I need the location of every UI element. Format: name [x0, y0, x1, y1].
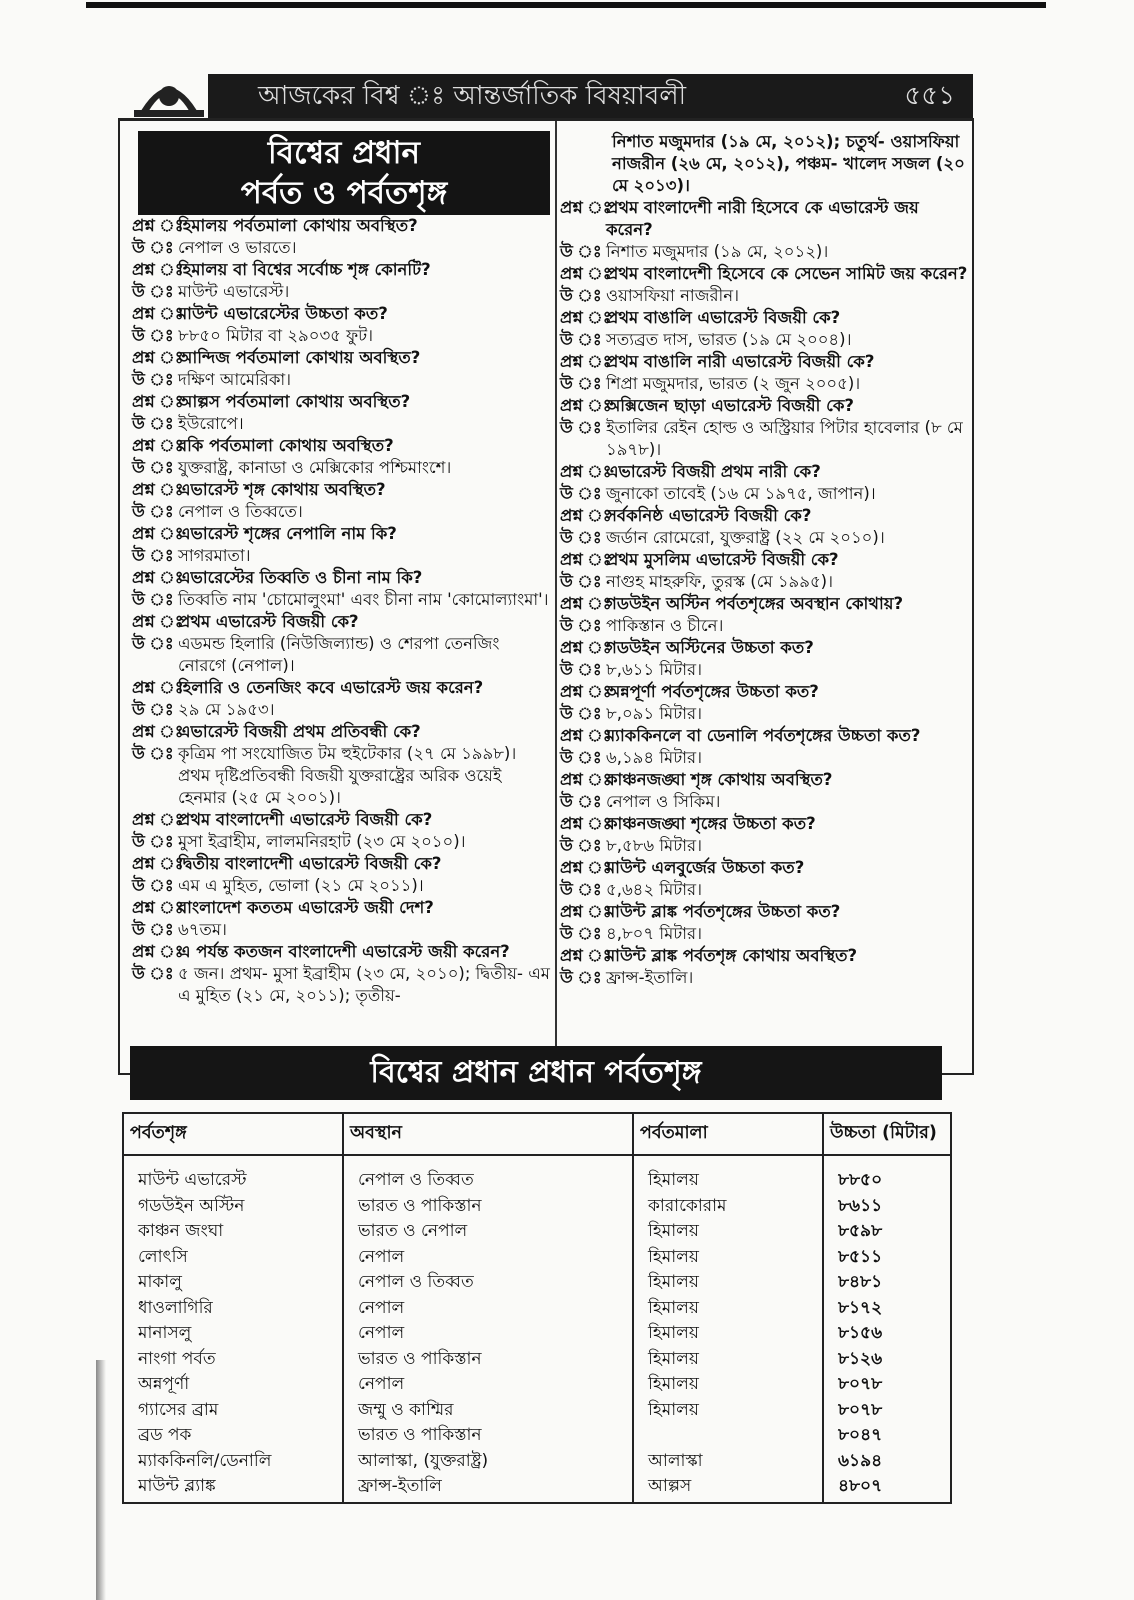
- question: [560, 505, 968, 527]
- peak-location: ভারত ও পাকিস্তান: [358, 1425, 482, 1445]
- question-text: বাংলাদেশ কততম এভারেস্ট জয়ী দেশ?: [178, 898, 434, 917]
- peak-range: কারাকোরাম: [648, 1195, 727, 1216]
- question-text: রকি পর্বতমালা কোথায় অবস্থিত?: [178, 436, 394, 455]
- question-label: প্রশ্ন ঃ: [132, 810, 184, 829]
- question-label: প্রশ্ন ঃ: [132, 392, 184, 411]
- question-text: প্রথম বাঙালি নারী এভারেস্ট বিজয়ী কে?: [606, 352, 875, 371]
- answer: [132, 743, 550, 809]
- question: [132, 259, 550, 281]
- answer-text: ৫ জন। প্রথম- মুসা ইব্রাহীম (২৩ মে, ২০১০); দ্বিতীয়- এম এ মুহিত (২১ মে, ২০১১); তৃতীয়-: [178, 964, 550, 1005]
- peak-name: কাঞ্চন জংঘা: [138, 1221, 224, 1241]
- question-label: প্রশ্ন ঃ: [132, 436, 184, 455]
- column-header: পর্বতমালা: [633, 1114, 823, 1155]
- peak-height: ৮৬১১: [838, 1195, 883, 1216]
- question-label: প্রশ্ন ঃ: [132, 260, 184, 279]
- question-label: প্রশ্ন ঃ: [132, 524, 184, 543]
- question-text: গডউইন অস্টিনের উচ্চতা কত?: [606, 638, 814, 657]
- column-header: উচ্চতা (মিটার): [823, 1114, 950, 1155]
- answer: [132, 545, 550, 567]
- question: [132, 347, 550, 369]
- answer-text: সাগরমাতা।: [178, 546, 251, 565]
- answer: [560, 329, 968, 351]
- heights-cell: [823, 1155, 950, 1504]
- question-label: প্রশ্ন ঃ: [560, 352, 612, 371]
- top-rule: [86, 2, 1046, 8]
- answer: [132, 919, 550, 941]
- answer-label: উ ঃ: [132, 458, 174, 477]
- peak-height: ৮০৭৮: [838, 1399, 883, 1420]
- answer: [132, 589, 550, 611]
- continued-answer: নিশাত মজুমদার (১৯ মে, ২০১২); চতুর্থ- ওয়াসফিয়া নাজরীন (২৬ মে, ২০১২), পঞ্চম- খালেদ সজল (২০ মে ২০১৩)।: [612, 132, 965, 195]
- question-text: প্রথম বাংলাদেশী নারী হিসেবে কে এভারেস্ট জয় করেন?: [606, 198, 919, 239]
- question-label: প্রশ্ন ঃ: [132, 348, 184, 367]
- peak-location: ভারত ও পাকিস্তান: [358, 1195, 482, 1216]
- question: [560, 813, 968, 835]
- question: [560, 461, 968, 483]
- answer-text: নেপাল ও ভারতে।: [178, 238, 297, 257]
- question: [132, 809, 550, 831]
- answer-text: ২৯ মে ১৯৫৩।: [178, 700, 275, 719]
- question: [560, 307, 968, 329]
- answer-label: উ ঃ: [560, 528, 602, 547]
- answer: [132, 501, 550, 523]
- answer-label: উ ঃ: [132, 832, 174, 851]
- peak-range: হিমালয়: [648, 1323, 699, 1343]
- answer: [132, 875, 550, 897]
- question: [132, 303, 550, 325]
- peak-height: ৮৫১১: [838, 1246, 883, 1267]
- question-label: প্রশ্ন ঃ: [560, 946, 612, 965]
- peak-name: মাউন্ট এভারেস্ট: [138, 1170, 247, 1190]
- peak-location: নেপাল: [358, 1246, 405, 1267]
- question: [132, 435, 550, 457]
- peak-name: মাকালু: [138, 1272, 182, 1292]
- question-label: প্রশ্ন ঃ: [560, 726, 612, 745]
- question: [560, 725, 968, 747]
- question-label: প্রশ্ন ঃ: [560, 550, 612, 569]
- peak-location: আলাস্কা, (যুক্তরাষ্ট্র): [358, 1450, 489, 1471]
- answer: [560, 527, 968, 549]
- answer-text: পাকিস্তান ও চীনে।: [606, 616, 724, 635]
- answer-text: তিব্বতি নাম 'চোমোলুংমা' এবং চীনা নাম 'কোমোল্যাংমা'।: [178, 590, 549, 609]
- answer-text: নেপাল ও তিব্বতে।: [178, 502, 303, 521]
- question-label: প্রশ্ন ঃ: [560, 858, 612, 877]
- peak-range: আল্পস: [648, 1476, 692, 1496]
- qa-panel: [118, 118, 974, 1075]
- question-label: প্রশ্ন ঃ: [132, 678, 184, 697]
- question-text: হিমালয় পর্বতমালা কোথায় অবস্থিত?: [178, 216, 418, 235]
- answer-text: ওয়াসফিয়া নাজরীন।: [606, 286, 740, 305]
- answer-text: ইতালির রেইন হোল্ড ও অস্ট্রিয়ার পিটার হাবেলার (৮ মে ১৯৭৮)।: [606, 418, 963, 459]
- answer-label: উ ঃ: [132, 876, 174, 895]
- question-text: এভারেস্ট বিজয়ী প্রথম নারী কে?: [606, 462, 821, 481]
- question-label: প্রশ্ন ঃ: [132, 898, 184, 917]
- peak-name: মানাসলু: [138, 1323, 192, 1343]
- answer-label: উ ঃ: [560, 660, 602, 679]
- peak-height: ৮১৭২: [838, 1297, 883, 1318]
- question: [132, 941, 550, 963]
- answer: [132, 325, 550, 347]
- question-label: প্রশ্ন ঃ: [560, 770, 612, 789]
- answer: [132, 699, 550, 721]
- column-header: অবস্থান: [343, 1114, 633, 1155]
- answer-label: উ ঃ: [132, 546, 174, 565]
- peak-range: হিমালয়: [648, 1399, 699, 1420]
- answer-label: উ ঃ: [560, 968, 602, 987]
- page-number: ৫৫১: [904, 81, 955, 111]
- peak-range: হিমালয়: [648, 1170, 699, 1190]
- answer-label: উ ঃ: [560, 704, 602, 723]
- question: [132, 479, 550, 501]
- question: [132, 567, 550, 589]
- peak-name: নাংগা পর্বত: [138, 1348, 216, 1369]
- question: [132, 215, 550, 237]
- peak-names-cell: [124, 1155, 343, 1504]
- question-label: প্রশ্ন ঃ: [560, 396, 612, 415]
- answer-label: উ ঃ: [132, 920, 174, 939]
- question: [132, 897, 550, 919]
- peak-range: হিমালয়: [648, 1374, 699, 1394]
- answer-label: উ ঃ: [560, 792, 602, 811]
- answer-text: দক্ষিণ আমেরিকা।: [178, 370, 292, 389]
- peak-range: হিমালয়: [648, 1348, 699, 1369]
- question-label: প্রশ্ন ঃ: [132, 722, 184, 741]
- peak-height: ৮৮৫০: [838, 1170, 883, 1190]
- answer-label: উ ঃ: [132, 590, 174, 609]
- answer-label: উ ঃ: [132, 700, 174, 719]
- peak-range: হিমালয়: [648, 1297, 699, 1318]
- answer-label: উ ঃ: [132, 744, 174, 763]
- answer: [560, 967, 968, 989]
- question-text: হিলারি ও তেনজিং কবে এভারেস্ট জয় করেন?: [178, 678, 484, 697]
- question-text: প্রথম বাঙালি এভারেস্ট বিজয়ী কে?: [606, 308, 841, 327]
- peak-range: হিমালয়: [648, 1246, 699, 1267]
- peak-name: অন্নপূর্ণা: [138, 1374, 190, 1394]
- answer: [560, 241, 968, 263]
- question-text: মাউন্ট ব্লাঙ্ক পর্বতশৃঙ্গের উচ্চতা কত?: [606, 902, 841, 921]
- question: [560, 351, 968, 373]
- question-text: অক্সিজেন ছাড়া এভারেস্ট বিজয়ী কে?: [606, 396, 854, 415]
- answer: [560, 417, 968, 461]
- question: [560, 395, 968, 417]
- answer-text: সত্যব্রত দাস, ভারত (১৯ মে ২০০৪)।: [606, 330, 852, 349]
- peak-height: ৪৮০৭: [838, 1476, 883, 1496]
- answer-label: উ ঃ: [560, 924, 602, 943]
- answer: [560, 791, 968, 813]
- question: [560, 769, 968, 791]
- question: [132, 611, 550, 633]
- ranges-cell: [633, 1155, 823, 1504]
- peak-name: ব্রড পক: [138, 1425, 192, 1445]
- binding-shadow: [96, 1360, 106, 1600]
- answer-text: মুসা ইব্রাহীম, লালমনিরহাট (২৩ মে ২০১০)।: [178, 832, 466, 851]
- peak-name: মাউন্ট ব্ল্যাঙ্ক: [138, 1476, 216, 1496]
- peak-location: নেপাল: [358, 1323, 405, 1343]
- question-text: দ্বিতীয় বাংলাদেশী এভারেস্ট বিজয়ী কে?: [178, 854, 442, 873]
- header-bar: [208, 74, 973, 118]
- question-label: প্রশ্ন ঃ: [560, 638, 612, 657]
- peak-location: জম্মু ও কাশ্মির: [358, 1399, 454, 1420]
- question-label: প্রশ্ন ঃ: [132, 568, 184, 587]
- answer: [132, 281, 550, 303]
- answer-label: উ ঃ: [560, 286, 602, 305]
- answer: [560, 615, 968, 637]
- answer: [560, 285, 968, 307]
- answer: [560, 747, 968, 769]
- question-text: এ পর্যন্ত কতজন বাংলাদেশী এভারেস্ট জয়ী করেন?: [178, 942, 510, 961]
- question-label: প্রশ্ন ঃ: [560, 682, 612, 701]
- question-label: প্রশ্ন ঃ: [560, 462, 612, 481]
- question-text: এভারেস্ট বিজয়ী প্রথম প্রতিবন্ধী কে?: [178, 722, 421, 741]
- section-title-peaks: বিশ্বের প্রধান প্রধান পর্বতশৃঙ্গ: [130, 1046, 942, 1100]
- question-label: প্রশ্ন ঃ: [132, 480, 184, 499]
- answer: [560, 879, 968, 901]
- peak-height: ৮০৭৮: [838, 1374, 883, 1394]
- question-text: আন্দিজ পর্বতমালা কোথায় অবস্থিত?: [178, 348, 421, 367]
- answer-label: উ ঃ: [560, 242, 602, 261]
- answer: [132, 633, 550, 677]
- question-label: প্রশ্ন ঃ: [132, 942, 184, 961]
- peak-height: ৮৫৯৮: [838, 1221, 883, 1241]
- answer-text: শিপ্রা মজুমদার, ভারত (২ জুন ২০০৫)।: [606, 374, 861, 393]
- question-label: প্রশ্ন ঃ: [560, 308, 612, 327]
- answer-text: এম এ মুহিত, ভোলা (২১ মে ২০১১)।: [178, 876, 424, 895]
- answer-label: উ ঃ: [560, 374, 602, 393]
- answer-text: ৫,৬৪২ মিটার।: [606, 880, 702, 899]
- question-text: কাঞ্চনজঙ্ঘা শৃঙ্গ কোথায় অবস্থিত?: [606, 770, 833, 789]
- answer-text: ৮,০৯১ মিটার।: [606, 704, 702, 723]
- peak-location: ভারত ও পাকিস্তান: [358, 1348, 482, 1369]
- question-label: প্রশ্ন ঃ: [560, 506, 612, 525]
- answer-label: উ ঃ: [560, 616, 602, 635]
- question-label: প্রশ্ন ঃ: [132, 304, 184, 323]
- question: [560, 593, 968, 615]
- question-label: প্রশ্ন ঃ: [132, 612, 184, 631]
- question: [560, 681, 968, 703]
- peak-range: [648, 1423, 816, 1449]
- answer-label: উ ঃ: [560, 836, 602, 855]
- answer: [132, 831, 550, 853]
- peak-height: ৮১৫৬: [838, 1323, 883, 1343]
- peaks-table: [122, 1112, 952, 1504]
- question-label: প্রশ্ন ঃ: [560, 902, 612, 921]
- question-text: প্রথম মুসলিম এভারেস্ট বিজয়ী কে?: [606, 550, 839, 569]
- peak-location: নেপাল: [358, 1374, 405, 1394]
- answer: [560, 373, 968, 395]
- answer-label: উ ঃ: [132, 370, 174, 389]
- question-text: কাঞ্চনজঙ্ঘা শৃঙ্গের উচ্চতা কত?: [606, 814, 816, 833]
- question-text: মাউন্ট ব্লাঙ্ক পর্বতশৃঙ্গ কোথায় অবস্থিত?: [606, 946, 858, 965]
- answer-text: এডমন্ড হিলারি (নিউজিল্যান্ড) ও শেরপা তেনজিং নোরগে (নেপাল)।: [178, 634, 500, 675]
- question-label: প্রশ্ন ঃ: [560, 264, 612, 283]
- question: [560, 857, 968, 879]
- question-label: প্রশ্ন ঃ: [560, 814, 612, 833]
- question: [132, 391, 550, 413]
- answer-text: ৬৭তম।: [178, 920, 227, 939]
- peak-height: ৮৪৮১: [838, 1272, 883, 1292]
- question-label: প্রশ্ন ঃ: [132, 216, 184, 235]
- answer-label: উ ঃ: [132, 326, 174, 345]
- answer-label: উ ঃ: [560, 330, 602, 349]
- question: [560, 901, 968, 923]
- header-title: আজকের বিশ্ব ঃ আন্তর্জাতিক বিষয়াবলী: [258, 81, 687, 111]
- question: [132, 523, 550, 545]
- answer: [132, 457, 550, 479]
- answer: [560, 703, 968, 725]
- peak-location: নেপাল: [358, 1297, 405, 1318]
- answer-text: নাগুহ মাহরুফি, তুরস্ক (মে ১৯৯৫)।: [606, 572, 834, 591]
- answer-label: উ ঃ: [560, 418, 602, 437]
- answer: [132, 369, 550, 391]
- peak-name: ম্যাককিনলি/ডেনালি: [138, 1450, 272, 1471]
- answer-label: উ ঃ: [132, 634, 174, 653]
- answer-label: উ ঃ: [560, 484, 602, 503]
- answer: [132, 413, 550, 435]
- question: [560, 637, 968, 659]
- answer-label: উ ঃ: [132, 414, 174, 433]
- answer-text: যুক্তরাষ্ট্র, কানাডা ও মেক্সিকোর পশ্চিমাংশে।: [178, 458, 452, 477]
- question: [132, 853, 550, 875]
- section-title-mountains: [138, 131, 550, 215]
- answer-label: উ ঃ: [560, 880, 602, 899]
- answer: [560, 659, 968, 681]
- answer-text: ৪,৮০৭ মিটার।: [606, 924, 702, 943]
- answer-text: ৬,১৯৪ মিটার।: [606, 748, 702, 767]
- peak-height: ৮১২৬: [838, 1348, 883, 1369]
- peak-name: ধাওলাগিরি: [138, 1297, 213, 1318]
- column-header: পর্বতশৃঙ্গ: [124, 1114, 343, 1155]
- answer-label: উ ঃ: [132, 964, 174, 983]
- section-title-line-2: পর্বত ও পর্বতশৃঙ্গ: [240, 175, 448, 211]
- answer-text: ফ্রান্স-ইতালি।: [606, 968, 694, 987]
- question: [560, 945, 968, 967]
- question-text: প্রথম এভারেস্ট বিজয়ী কে?: [178, 612, 359, 631]
- question-label: প্রশ্ন ঃ: [132, 854, 184, 873]
- question-text: হিমালয় বা বিশ্বের সর্বোচ্চ শৃঙ্গ কোনটি?: [178, 260, 431, 279]
- peak-location: নেপাল ও তিব্বত: [358, 1272, 474, 1292]
- answer-text: কৃত্রিম পা সংযোজিত টম হুইটেকার (২৭ মে ১৯৯৮)। প্রথম দৃষ্টিপ্রতিবন্ধী বিজয়ী যুক্তরাষ্ট্রের অরিক ওয়েই হেনমার (২৫ মে ২০০১)।: [178, 744, 517, 807]
- peak-name: গ্যাসের ব্রাম: [138, 1399, 219, 1420]
- peak-range: হিমালয়: [648, 1221, 699, 1241]
- question-text: সর্বকনিষ্ঠ এভারেস্ট বিজয়ী কে?: [606, 506, 812, 525]
- answer-text: জর্ডান রোমেরো, যুক্তরাষ্ট্র (২২ মে ২০১০)।: [606, 528, 885, 547]
- left-column: [132, 215, 550, 1007]
- answer-label: উ ঃ: [560, 572, 602, 591]
- question-text: মাউন্ট এভারেস্টের উচ্চতা কত?: [178, 304, 388, 323]
- peak-range: আলাস্কা: [648, 1450, 703, 1471]
- locations-cell: [343, 1155, 633, 1504]
- question-text: প্রথম বাংলাদেশী এভারেস্ট বিজয়ী কে?: [178, 810, 433, 829]
- column-divider: [555, 121, 557, 1073]
- question-text: প্রথম বাংলাদেশী হিসেবে কে সেভেন সামিট জয় করেন?: [606, 264, 968, 283]
- table-header-row: [124, 1114, 950, 1155]
- answer-text: ৮৮৫০ মিটার বা ২৯০৩৫ ফুট।: [178, 326, 374, 345]
- peak-location: নেপাল ও তিব্বত: [358, 1170, 474, 1190]
- peak-height: ৬১৯৪: [838, 1450, 883, 1471]
- peak-range: হিমালয়: [648, 1272, 699, 1292]
- answer-text: জুনাকো তাবেই (১৬ মে ১৯৭৫, জাপান)।: [606, 484, 876, 503]
- question: [132, 721, 550, 743]
- answer: [560, 923, 968, 945]
- section-title-line-1: বিশ্বের প্রধান: [267, 135, 421, 171]
- answer-label: উ ঃ: [560, 748, 602, 767]
- question-text: অন্নপূর্ণা পর্বতশৃঙ্গের উচ্চতা কত?: [606, 682, 819, 701]
- answer: [560, 571, 968, 593]
- peak-location: ভারত ও নেপাল: [358, 1221, 468, 1241]
- question: [560, 549, 968, 571]
- answer: [132, 963, 550, 1007]
- answer-text: ৮,৬১১ মিটার।: [606, 660, 702, 679]
- page-header: [130, 66, 973, 118]
- answer: [560, 483, 968, 505]
- question-text: ম্যাককিনলে বা ডেনালি পর্বতশৃঙ্গের উচ্চতা কত?: [606, 726, 921, 745]
- question-label: প্রশ্ন ঃ: [560, 594, 612, 613]
- question-text: এভারেস্ট শৃঙ্গ কোথায় অবস্থিত?: [178, 480, 386, 499]
- answer-text: নিশাত মজুমদার (১৯ মে, ২০১২)।: [606, 242, 829, 261]
- publisher-logo-icon: [130, 66, 208, 118]
- question: [560, 263, 968, 285]
- question-text: মাউন্ট এলবুর্জের উচ্চতা কত?: [606, 858, 805, 877]
- question: [560, 197, 968, 241]
- question-label: প্রশ্ন ঃ: [560, 198, 612, 217]
- peak-location: ফ্রান্স-ইতালি: [358, 1476, 442, 1496]
- question-text: এভারেস্ট শৃঙ্গের নেপালি নাম কি?: [178, 524, 397, 543]
- answer-text: নেপাল ও সিকিম।: [606, 792, 721, 811]
- question-text: এভারেস্টের তিব্বতি ও চীনা নাম কি?: [178, 568, 423, 587]
- question-text: গডউইন অস্টিন পর্বতশৃঙ্গের অবস্থান কোথায়?: [606, 594, 904, 613]
- answer: [132, 237, 550, 259]
- peak-height: ৮০৪৭: [838, 1425, 883, 1445]
- peak-name: গডউইন অস্টিন: [138, 1195, 245, 1216]
- answer-label: উ ঃ: [132, 502, 174, 521]
- answer-label: উ ঃ: [132, 282, 174, 301]
- right-column: [560, 131, 968, 989]
- answer-label: উ ঃ: [132, 238, 174, 257]
- answer-text: মাউন্ট এভারেস্ট।: [178, 282, 290, 301]
- question: [132, 677, 550, 699]
- answer-text: ইউরোপে।: [178, 414, 244, 433]
- peak-name: লোৎসি: [138, 1246, 188, 1267]
- table-body-row: [124, 1155, 950, 1504]
- answer-text: ৮,৫৮৬ মিটার।: [606, 836, 702, 855]
- question-text: আল্পস পর্বতমালা কোথায় অবস্থিত?: [178, 392, 411, 411]
- answer: [560, 835, 968, 857]
